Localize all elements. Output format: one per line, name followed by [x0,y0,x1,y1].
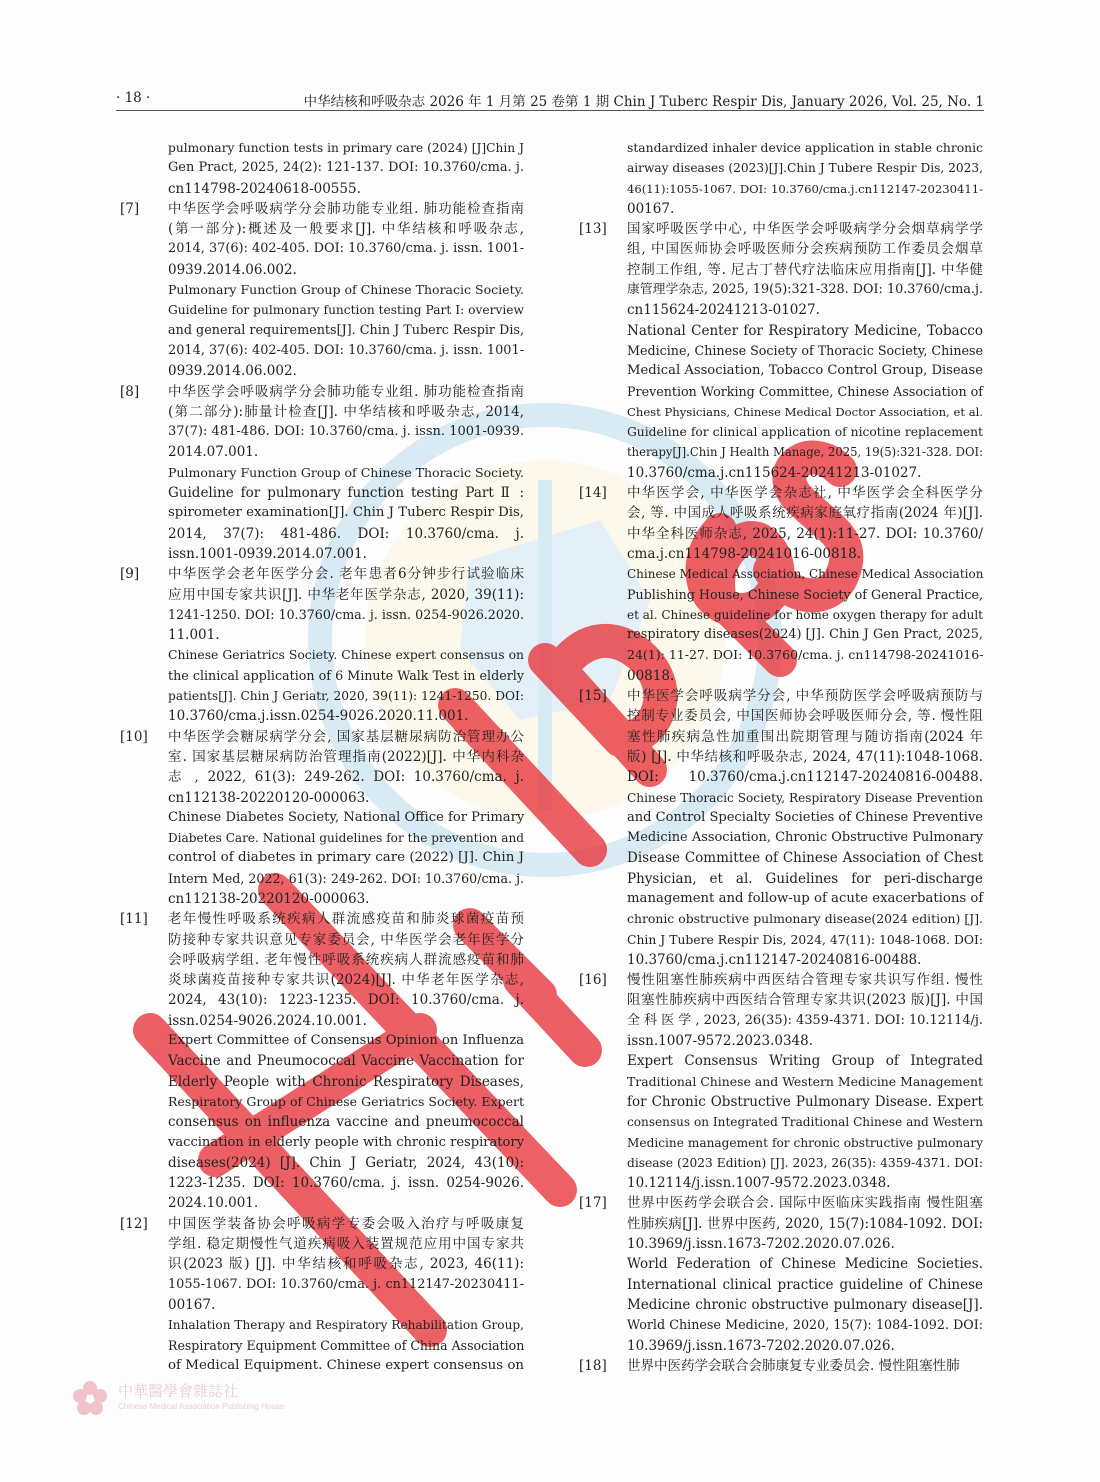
reference-line: for Chronic Obstructive Pulmonary Disease. Expert [627,1093,983,1110]
reference-line: Chinese Diabetes Society, National Office for Primary [168,809,525,825]
reference-number: [15] [579,688,607,705]
reference-entry [120,727,525,910]
reference-entry [579,219,984,483]
reference-line: 全 科 医 学 , 2023, 26(35): 4359-4371. DOI: 10.12114/j. [627,1012,983,1028]
publisher-name-en: Chinese Medical Association Publishing House [118,1402,285,1411]
right-reference-column [579,138,984,1376]
reference-line: Vaccine and Pneumococcal Vaccine Vaccination for [168,1053,524,1070]
reference-line: 2024, 43(10): 1223-1235. DOI: 10.3760/cma. j. [168,992,524,1009]
reference-line: 会, 等. 中国成人呼吸系统疾病家庭氧疗指南(2024 年)[J]. [627,505,983,522]
reference-line: Elderly People with Chronic Respiratory Diseases, [168,1073,524,1090]
reference-line: Guideline for clinical application of nicotine replacement [627,425,983,440]
reference-line: 11.001. [168,627,220,644]
reference-line: 2024.10.001. [168,1195,259,1212]
reference-line: therapy[J].Chin J Health Manage, 2025, 19(5):321-328. DOI: [627,445,983,460]
reference-line: consensus on influenza vaccine and pneumococcal [168,1114,524,1131]
reference-line: 中华医学会呼吸病学分会肺功能专业组. 肺功能检查指南 [168,200,524,217]
reference-line: 中华医学会老年医学分会. 老年患者6分钟步行试验临床 [168,566,524,583]
reference-line: (第一部分):概述及一般要求[J]. 中华结核和呼吸杂志, [168,221,524,238]
reference-line: 志 , 2022, 61(3): 249-262. DOI: 10.3760/cma. j. [168,769,524,786]
reference-line: Medical Association, Tobacco Control Group, Disease [627,363,984,379]
reference-line: 10.3969/j.issn.1673-7202.2020.07.026. [627,1236,895,1253]
reference-line: Chinese Medical Association, Chinese Medical Association [627,567,984,582]
reference-line: 室. 国家基层糖尿病防治管理指南(2022)[J]. 中华内科杂 [168,748,524,765]
reference-line: Medicine, Chinese Society of Thoracic Society, Chinese [627,342,983,358]
reference-number: [7] [120,200,140,217]
reference-line: 10.3760/cma.j.cn115624-20241213-01027. [627,464,922,481]
reference-line: Physician, et al. Guidelines for peri-discharge [627,870,983,887]
reference-line: 10.3969/j.issn.1673-7202.2020.07.026. [627,1337,895,1354]
reference-entry [579,1193,983,1355]
reference-entry [579,970,983,1193]
reference-number: [14] [579,485,607,502]
reference-line: Disease Committee of Chinese Association of Chest [627,850,983,867]
publisher-logo [70,1378,285,1422]
reference-entry [168,138,524,199]
reference-line: 控制专业委员会, 中国医师协会呼吸医师分会, 等. 慢性阻 [627,708,983,725]
reference-number: [13] [579,221,607,238]
reference-line: patients[J]. Chin J Geriatr, 2020, 39(11): 1241-1250. DOI: [168,689,524,704]
reference-line: 中华全科医师杂志, 2025, 24(1):11-27. DOI: 10.3760/ [627,525,983,542]
reference-line: issn.1007-9572.2023.0348. [627,1033,814,1050]
reference-line: 中华医学会呼吸病学分会, 中华预防医学会呼吸病预防与 [627,688,983,705]
reference-line: chronic obstructive pulmonary disease(2024 edition) [J]. [627,911,983,927]
page-number: · 18 · [116,90,151,106]
reference-line: and Control Specialty Societies of Chinese Preventive [627,809,983,825]
reference-line: consensus on Integrated Traditional Chinese and Western [627,1115,983,1130]
reference-line: 慢性阻塞性肺疾病中西医结合管理专家共识写作组. 慢性 [627,972,983,989]
reference-line: cma.j.cn114798-20241016-00818. [627,545,862,562]
reference-line: 中华医学会, 中华医学会杂志社, 中华医学会全科医学分 [627,485,983,502]
reference-line: Intern Med, 2022, 61(3): 249-262. DOI: 10.3760/cma. j. [168,870,524,886]
reference-number: [11] [120,911,148,928]
reference-line: 老年慢性呼吸系统疾病人群流感疫苗和肺炎球菌疫苗预 [168,911,524,928]
reference-entry [579,483,984,686]
reference-line: vaccination in elderly people with chronic respiratory [168,1134,524,1150]
reference-line: 康管理学杂志, 2025, 19(5):321-328. DOI: 10.3760/cma.j. [627,282,983,298]
reference-line: Guideline for pulmonary function testing Part Ⅱ : [168,485,524,502]
reference-number: [18] [579,1357,607,1374]
reference-line: 中国医学装备协会呼吸病学专委会吸入治疗与呼吸康复 [168,1215,524,1232]
reference-line: Medicine Association, Chronic Obstructive Pulmonary [627,830,983,846]
reference-line: 00167. [627,200,675,217]
reference-line: Medicine management for chronic obstructive pulmonary [627,1135,983,1150]
reference-line: 1223-1235. DOI: 10.3760/cma. j. issn. 0254-9026. [168,1175,524,1192]
reference-line: 46(11):1055-1067. DOI: 10.3760/cma.j.cn112147-20230411- [627,181,983,196]
reference-line: 10.3760/cma.j.cn112147-20240816-00488. [627,951,922,968]
reference-line: of Medical Equipment. Chinese expert consensus on [168,1357,525,1373]
reference-line: 00167. [168,1296,216,1313]
reference-line: cn112138-20220120-000063. [168,890,370,907]
reference-line: 塞性肺疾病急性加重围出院期管理与随访指南(2024 年 [627,728,983,745]
reference-line: Diabetes Care. National guidelines for the prevention and [168,831,524,846]
reference-line: 2014, 37(6): 402-405. DOI: 10.3760/cma. j. issn. 1001- [168,342,525,358]
reference-line: disease (2023 Edition) [J]. 2023, 26(35): 4359-4371. DOI: [627,1155,983,1170]
reference-line: et al. Chinese guideline for home oxygen therapy for adult [627,607,983,622]
reference-line: Medicine chronic obstructive pulmonary disease[J]. [627,1296,983,1313]
reference-line: 防接种专家共识意见专家委员会, 中华医学会老年医学分 [168,931,524,948]
reference-line: 0939.2014.06.002. [168,261,297,278]
reference-entry [627,138,983,219]
reference-line: Pulmonary Function Group of Chinese Thoracic Society. [168,464,524,480]
reference-line: World Federation of Chinese Medicine Societies. [627,1256,983,1273]
reference-number: [10] [120,728,148,745]
running-header [116,88,984,111]
reference-line: Chinese Thoracic Society, Respiratory Disease Prevention [627,790,983,805]
reference-entry [579,1356,983,1376]
publisher-name-cn: 中華醫學會雜誌社 [118,1382,239,1400]
reference-line: International clinical practice guideline of Chinese [627,1276,983,1293]
reference-line: 性肺疾病[J]. 世界中医药, 2020, 15(7):1084-1092. DOI: [627,1215,983,1232]
reference-line: 中华医学会呼吸病学分会肺功能专业组. 肺功能检查指南 [168,383,524,400]
reference-line: 应用中国专家共识[J]. 中华老年医学杂志, 2020, 39(11): [168,586,524,603]
flower-logo-icon [70,1378,110,1418]
reference-line: 炎球菌疫苗接种专家共识(2024)[J]. 中华老年医学杂志, [168,972,524,989]
reference-line: World Chinese Medicine, 2020, 15(7): 1084-1092. DOI: [627,1317,983,1333]
reference-entry [120,909,524,1213]
reference-line: Expert Consensus Writing Group of Integrated [627,1053,983,1070]
reference-entry [120,564,524,726]
reference-entry [120,1214,525,1376]
reference-line: standardized inhaler device application in stable chronic [627,141,983,155]
reference-line: Inhalation Therapy and Respiratory Rehabilitation Group, [168,1318,524,1333]
reference-line: Gen Pract, 2025, 24(2): 121-137. DOI: 10.3760/cma. j. [168,160,524,176]
reference-line: Publishing House, Chinese Society of General Practice, [627,586,983,602]
reference-line: 识(2023 版) [J]. 中华结核和呼吸杂志, 2023, 46(11): [168,1256,524,1273]
reference-line: control of diabetes in primary care (2022) [J]. Chin J [168,850,524,866]
reference-line: Guideline for pulmonary function testing Part Ⅰ: overview [168,303,524,318]
left-reference-column [120,138,525,1376]
reference-line: 00818. [627,667,675,684]
reference-line: cn112138-20220120-000063. [168,789,370,806]
reference-entry [579,686,984,970]
reference-line: 控制工作组, 等. 尼古丁替代疗法临床应用指南[J]. 中华健 [627,261,983,278]
reference-line: cn114798-20240618-00555. [168,180,361,197]
reference-line: respiratory diseases(2024) [J]. Chin J Gen Pract, 2025, [627,627,983,643]
reference-line: 2014, 37(7): 481-486. DOI: 10.3760/cma. j. [168,525,524,542]
reference-line: 0939.2014.06.002. [168,363,297,380]
reference-line: and general requirements[J]. Chin J Tuberc Respir Dis, [168,322,524,338]
reference-line: 1241-1250. DOI: 10.3760/cma. j. issn. 0254-9026.2020. [168,606,524,622]
reference-line: 阻塞性肺疾病中西医结合管理专家共识(2023 版)[J]. 中国 [627,992,983,1009]
reference-line: National Center for Respiratory Medicine, Tobacco [627,322,983,339]
reference-line: 10.12114/j.issn.1007-9572.2023.0348. [627,1175,891,1192]
reference-entry [120,199,525,382]
reference-line: Respiratory Group of Chinese Geriatrics Society. Expert [168,1093,524,1109]
reference-line: (第二部分):肺量计检查[J]. 中华结核和呼吸杂志, 2014, [168,403,524,420]
reference-line: issn.0254-9026.2024.10.001. [168,1012,367,1029]
reference-line: spirometer examination[J]. Chin J Tuberc Respir Dis, [168,505,524,521]
reference-number: [16] [579,972,607,989]
reference-line: 组, 中国医师协会呼吸医师分会疾病预防工作委员会烟草 [627,241,983,258]
reference-line: the clinical application of 6 Minute Walk Test in elderly [168,667,524,683]
reference-line: 学组. 稳定期慢性气道疾病吸入装置规范应用中国专家共 [168,1236,524,1253]
reference-number: [12] [120,1215,148,1232]
reference-line: Respiratory Equipment Committee of China Association [168,1337,525,1353]
reference-line: DOI: 10.3760/cma.j.cn112147-20240816-00488. [627,769,983,786]
reference-line: 世界中医药学会联合会. 国际中医临床实践指南 慢性阻塞 [627,1195,983,1212]
reference-line: 中华医学会糖尿病学分会, 国家基层糖尿病防治管理办公 [168,728,524,745]
reference-line: pulmonary function tests in primary care (2024) [J]Chin J [168,141,524,155]
reference-number: [8] [120,383,140,400]
reference-line: Chest Physicians, Chinese Medical Doctor Association, et al. [627,404,983,419]
reference-line: diseases(2024) [J]. Chin J Geriatr, 2024, 43(10): [168,1154,524,1171]
reference-line: Traditional Chinese and Western Medicine Management [627,1073,983,1089]
journal-running-head: 中华结核和呼吸杂志 2026 年 1 月第 25 卷第 1 期 Chin J Tuberc Respir Dis, January 2026, Vol. 25, No. 1 [303,94,984,110]
reference-number: [9] [120,566,140,583]
reference-line: 2014, 37(6): 402-405. DOI: 10.3760/cma. j. issn. 1001- [168,241,525,257]
reference-line: Prevention Working Committee, Chinese Association of [627,383,983,399]
reference-line: 37(7): 481-486. DOI: 10.3760/cma. j. issn. 1001-0939. [168,424,524,440]
reference-line: airway diseases (2023)[J].Chin J Tubere Respir Dis, 2023, [627,161,983,176]
reference-line: management and follow-up of acute exacerbations of [627,890,984,906]
reference-number: [17] [579,1195,607,1212]
reference-line: Expert Committee of Consensus Opinion on Influenza [168,1033,524,1049]
reference-line: Chin J Tubere Respir Dis, 2024, 47(11): 1048-1068. DOI: [627,932,983,947]
reference-line: issn.1001-0939.2014.07.001. [168,545,367,562]
reference-line: cn115624-20241213-01027. [627,302,820,319]
reference-line: 24(1): 11-27. DOI: 10.3760/cma. j. cn114798-20241016- [627,647,984,663]
reference-line: 国家呼吸医学中心, 中华医学会呼吸病学分会烟草病学学 [627,221,983,238]
reference-line: Pulmonary Function Group of Chinese Thoracic Society. [168,282,524,298]
reference-line: 10.3760/cma.j.issn.0254-9026.2020.11.001. [168,708,469,725]
reference-line: 2014.07.001. [168,444,259,461]
reference-line: 会呼吸病学组. 老年慢性呼吸系统疾病人群流感疫苗和肺 [168,951,524,968]
reference-line: 版) [J]. 中华结核和呼吸杂志, 2024, 47(11):1048-1068. [627,748,983,765]
reference-line: Chinese Geriatrics Society. Chinese expert consensus on [168,647,524,663]
reference-entry [120,382,524,565]
reference-line: 1055-1067. DOI: 10.3760/cma. j. cn112147-20230411- [168,1276,524,1292]
reference-line: 世界中医药学会联合会肺康复专业委员会. 慢性阻塞性肺 [627,1357,960,1374]
